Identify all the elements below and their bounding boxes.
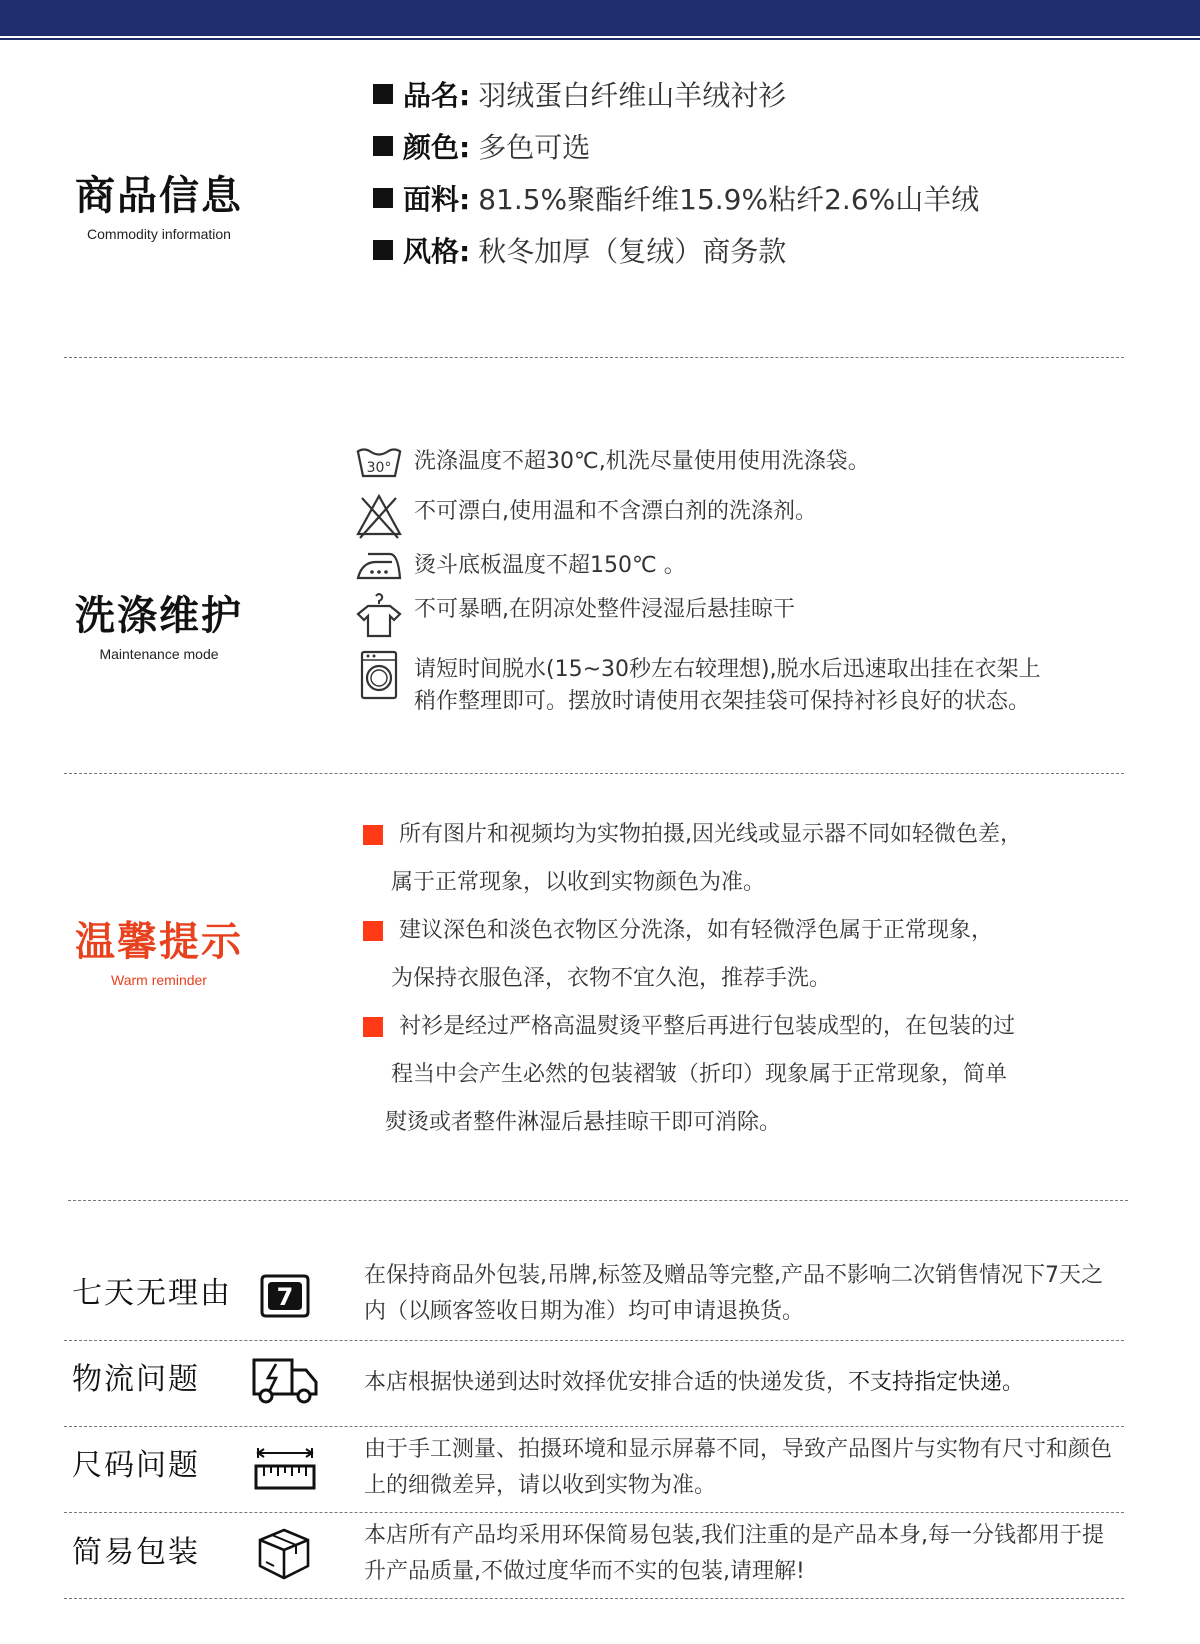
info-row-style [373, 230, 786, 270]
service-text: 在保持商品外包装,吊牌,标签及赠品等完整,产品不影响二次销售情况下7天之内（以顾客签收日期为准）均可申请退换货。 [364, 1263, 1103, 1324]
reminder-title-cn: 温馨提示 [75, 919, 243, 965]
reminder-text: 衬衫是经过严格高温熨烫平整后再进行包装成型的，在包装的过 [399, 1014, 1016, 1039]
service-text-bold: 不支持指定快递。 [848, 1370, 1025, 1395]
reminder-text: 熨烫或者整件淋湿后悬挂晾干即可消除。 [385, 1110, 782, 1135]
info-label: 品名: [403, 79, 471, 112]
seven-days-icon [258, 1272, 312, 1320]
red-square-bullet-icon [363, 1017, 383, 1037]
iron-icon [354, 546, 404, 586]
service-text: 由于手工测量、拍摄环境和显示屏幕不同，导致产品图片与实物有尺寸和颜色上的细微差异，请以收到实物为准。 [364, 1437, 1113, 1498]
top-banner-line [0, 38, 1200, 40]
delivery-truck-icon [250, 1354, 320, 1406]
service-divider [64, 1426, 1124, 1427]
top-banner [0, 0, 1200, 36]
info-value: 秋冬加厚（复绒）商务款 [478, 235, 787, 268]
info-value: 81.5%聚酯纤维15.9%粘纤2.6%山羊绒 [478, 183, 980, 216]
wash-30-icon [354, 442, 404, 482]
service-label: 物流问题 [72, 1362, 200, 1397]
no-bleach-icon [354, 492, 404, 540]
care-title-en: Maintenance mode [99, 646, 219, 662]
info-row-fabric [373, 178, 979, 218]
reminder-text: 属于正常现象，以收到实物颜色为准。 [391, 870, 766, 895]
square-bullet-icon [373, 84, 393, 104]
info-label: 风格: [403, 235, 471, 268]
product-section-title [64, 172, 254, 242]
care-item-iron [354, 546, 686, 586]
reminder-section-title [64, 918, 254, 988]
package-box-icon [256, 1526, 312, 1582]
service-divider [64, 1598, 1124, 1599]
info-value: 羽绒蛋白纤维山羊绒衬衫 [478, 79, 787, 112]
hang-dry-icon [354, 590, 404, 640]
care-item-spin [354, 650, 1041, 718]
care-item-wash [354, 442, 870, 482]
product-title-en: Commodity information [87, 226, 231, 242]
service-divider [64, 1512, 1124, 1513]
care-text: 请短时间脱水(15~30秒左右较理想),脱水后迅速取出挂在衣架上 稍作整理即可。摆放时请使用衣架挂袋可保持衬衫良好的状态。 [414, 657, 1041, 714]
care-item-bleach [354, 492, 817, 540]
info-label: 面料: [403, 183, 471, 216]
svg-text:7: 7 [276, 1283, 294, 1311]
red-square-bullet-icon [363, 921, 383, 941]
reminder-text: 程当中会产生必然的包装褶皱（折印）现象属于正常现象，简单 [391, 1062, 1008, 1087]
info-label: 颜色: [403, 131, 471, 164]
care-section-title [64, 592, 254, 662]
care-title-cn: 洗涤维护 [75, 593, 243, 639]
service-label: 七天无理由 [72, 1276, 232, 1311]
care-text: 烫斗底板温度不超150℃ 。 [414, 553, 686, 578]
ruler-icon [254, 1444, 316, 1494]
red-square-bullet-icon [363, 825, 383, 845]
service-text: 本店所有产品均采用环保简易包装,我们注重的是产品本身,每一分钱都用于提升产品质量,不做过度华而不实的包装,请理解! [364, 1523, 1104, 1584]
reminder-text: 所有图片和视频均为实物拍摄,因光线或显示器不同如轻微色差， [399, 822, 1022, 847]
care-text: 不可漂白,使用温和不含漂白剂的洗涤剂。 [414, 499, 817, 524]
reminder-text: 建议深色和淡色衣物区分洗涤，如有轻微浮色属于正常现象， [399, 918, 994, 943]
service-text-normal: 本店根据快递到达时效择优安排合适的快递发货， [364, 1370, 849, 1395]
service-text [364, 1365, 1124, 1401]
section-divider [68, 1200, 1128, 1201]
reminder-text: 为保持衣服色泽，衣物不宜久泡，推荐手洗。 [391, 966, 832, 991]
reminder-title-en: Warm reminder [111, 972, 207, 988]
svg-text:30°: 30° [366, 460, 392, 476]
info-value: 多色可选 [478, 131, 591, 164]
section-divider [64, 357, 1124, 358]
service-label: 尺码问题 [72, 1448, 200, 1483]
care-text: 洗涤温度不超30℃,机洗尽量使用使用洗涤袋。 [414, 449, 870, 474]
care-text: 不可暴晒,在阴凉处整件浸湿后悬挂晾干 [414, 597, 795, 622]
info-row-color [373, 126, 590, 166]
service-divider [64, 1340, 1124, 1341]
service-label: 简易包装 [72, 1535, 200, 1570]
washing-machine-icon [354, 650, 404, 700]
care-item-dry [354, 590, 795, 640]
square-bullet-icon [373, 188, 393, 208]
info-row-name [373, 74, 786, 114]
square-bullet-icon [373, 136, 393, 156]
product-title-cn: 商品信息 [75, 173, 243, 219]
section-divider [64, 773, 1124, 774]
square-bullet-icon [373, 240, 393, 260]
